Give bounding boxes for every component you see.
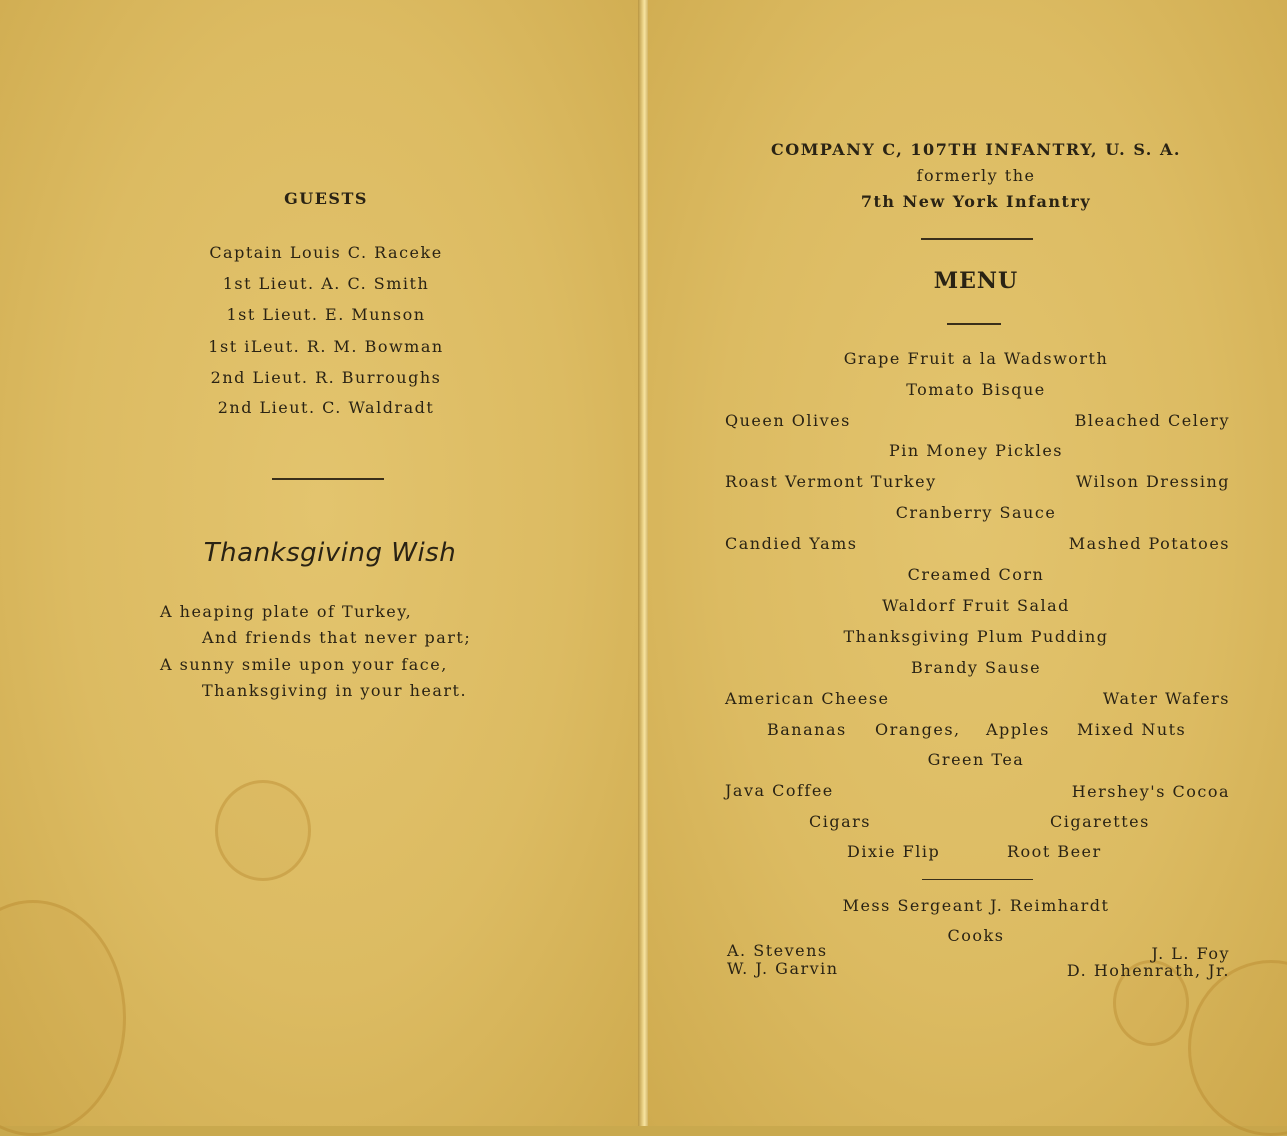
wish-line: And friends that never part; xyxy=(202,628,472,647)
guest-item: Captain Louis C. Raceke xyxy=(209,243,443,262)
menu-item: Mixed Nuts xyxy=(1077,720,1187,739)
menu-item: Cigars xyxy=(809,812,871,831)
menu-item: Bleached Celery xyxy=(1074,411,1230,430)
menu-item: Root Beer xyxy=(1007,842,1102,861)
cook-name: A. Stevens xyxy=(727,941,828,960)
menu-item: Hershey's Cocoa xyxy=(1071,782,1230,801)
guests-heading: GUESTS xyxy=(284,189,368,208)
menu-title: MENU xyxy=(933,268,1019,294)
cook-name: W. J. Garvin xyxy=(727,959,839,978)
divider-rule xyxy=(272,478,384,480)
guest-item: 1st Lieut. E. Munson xyxy=(226,305,426,324)
cook-name: J. L. Foy xyxy=(1151,944,1230,963)
menu-item: Pin Money Pickles xyxy=(888,441,1064,460)
divider-rule xyxy=(947,323,1001,325)
regiment-line: 7th New York Infantry xyxy=(860,192,1092,211)
company-header: COMPANY C, 107TH INFANTRY, U. S. A. xyxy=(771,140,1181,159)
guest-item: 2nd Lieut. R. Burroughs xyxy=(210,368,442,387)
menu-item: Grape Fruit a la Wadsworth xyxy=(843,349,1109,368)
wish-line: A heaping plate of Turkey, xyxy=(160,602,413,621)
menu-item: Waldorf Fruit Salad xyxy=(882,596,1070,615)
menu-item: Cigarettes xyxy=(1050,812,1150,831)
stain-mark xyxy=(215,780,311,881)
left-page xyxy=(0,0,640,1126)
stain-mark xyxy=(1188,960,1287,1136)
wish-title: Thanksgiving Wish xyxy=(203,538,457,568)
menu-item: Green Tea xyxy=(927,750,1025,769)
wish-line: A sunny smile upon your face, xyxy=(160,655,448,674)
menu-item: Queen Olives xyxy=(725,411,851,430)
cooks-heading: Cooks xyxy=(947,926,1005,945)
menu-item: Mashed Potatoes xyxy=(1068,534,1230,553)
divider-rule xyxy=(921,238,1033,240)
menu-item: Candied Yams xyxy=(725,534,858,553)
menu-item: Thanksgiving Plum Pudding xyxy=(843,627,1109,646)
menu-item: Apples xyxy=(986,720,1050,739)
divider-rule xyxy=(922,879,1033,880)
guest-item: 1st Lieut. A. C. Smith xyxy=(222,274,430,293)
menu-item: Dixie Flip xyxy=(847,842,941,861)
mess-sergeant: Mess Sergeant J. Reimhardt xyxy=(842,896,1110,915)
menu-item: Creamed Corn xyxy=(907,565,1045,584)
menu-item: Brandy Sause xyxy=(910,658,1042,677)
cook-name: D. Hohenrath, Jr. xyxy=(1066,961,1230,980)
menu-item: Tomato Bisque xyxy=(906,380,1046,399)
guest-item: 2nd Lieut. C. Waldradt xyxy=(217,398,435,417)
menu-item: Bananas xyxy=(767,720,847,739)
menu-item: Water Wafers xyxy=(1102,689,1230,708)
menu-item: Oranges, xyxy=(875,720,961,739)
formerly-line: formerly the xyxy=(916,166,1036,185)
right-page xyxy=(648,0,1287,1126)
menu-item: Java Coffee xyxy=(725,781,834,800)
menu-item: Roast Vermont Turkey xyxy=(725,472,937,491)
menu-item: Wilson Dressing xyxy=(1075,472,1230,491)
menu-item: American Cheese xyxy=(725,689,890,708)
guest-item: 1st iLeut. R. M. Bowman xyxy=(208,337,444,356)
menu-item: Cranberry Sauce xyxy=(895,503,1057,522)
wish-line: Thanksgiving in your heart. xyxy=(202,681,468,700)
stain-mark xyxy=(0,900,126,1136)
